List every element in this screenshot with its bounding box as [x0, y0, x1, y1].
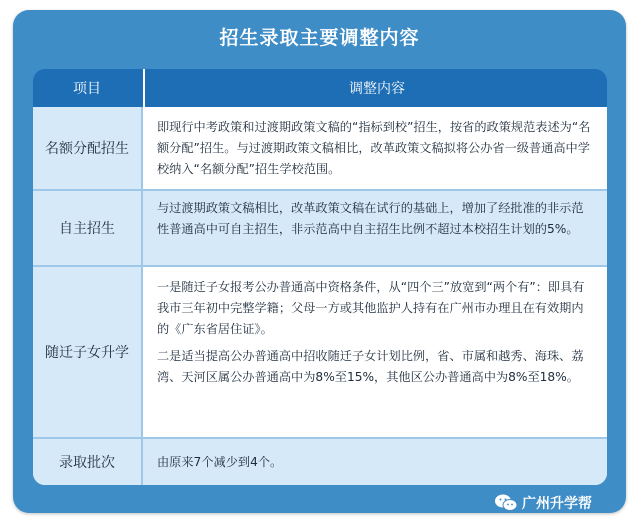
row-item: 名额分配招生 — [33, 107, 141, 189]
watermark-text: 广州升学帮 — [522, 496, 592, 512]
row-item: 录取批次 — [33, 439, 141, 485]
row-content — [143, 191, 607, 265]
wechat-icon — [494, 493, 518, 513]
row-content — [143, 439, 607, 485]
table-row — [33, 107, 607, 189]
table-row — [33, 439, 607, 485]
adjustment-table — [33, 69, 607, 485]
row-content — [143, 267, 607, 437]
watermark — [494, 490, 629, 516]
row-text: 一是随迁子女报考公办普通高中资格条件，从“四个三”放宽到“两个有”：即具有我市三年初中完整学籍；父母一方或其他监护人持有在广州市办理且在有效期内的《广东省居住证》。 — [157, 280, 585, 336]
card-title: 招生录取主要调整内容 — [219, 27, 420, 49]
row-text: 二是适当提高公办普通高中招收随迁子女计划比例，省、市属和越秀、海珠、荔湾、天河区属公办普通高中为8%至15%，其他区公办普通高中为8%至18%。 — [157, 349, 584, 384]
table-header — [33, 69, 607, 107]
row-item: 自主招生 — [33, 191, 141, 265]
row-text: 由原来7个减少到4个。 — [157, 454, 283, 469]
table-row — [33, 191, 607, 265]
row-text: 即现行中考政策和过渡期政策文稿的“指标到校”招生，按省的政策规范表述为“名额分配”招生。与过渡期政策文稿相比，改革政策文稿拟将公办省一级普通高中学校纳入“名额分配”招生学校范围。 — [157, 120, 591, 176]
header-content: 调整内容 — [143, 69, 607, 107]
column-divider — [141, 107, 143, 485]
row-content — [143, 107, 607, 189]
row-item: 随迁子女升学 — [33, 267, 141, 437]
row-text: 与过渡期政策文稿相比，改革政策文稿在试行的基础上，增加了经批准的非示范性普通高中可自主招生，非示范高中自主招生比例不超过本校招生计划的5%。 — [157, 201, 584, 236]
header-item: 项目 — [33, 69, 141, 107]
table-row — [33, 267, 607, 437]
